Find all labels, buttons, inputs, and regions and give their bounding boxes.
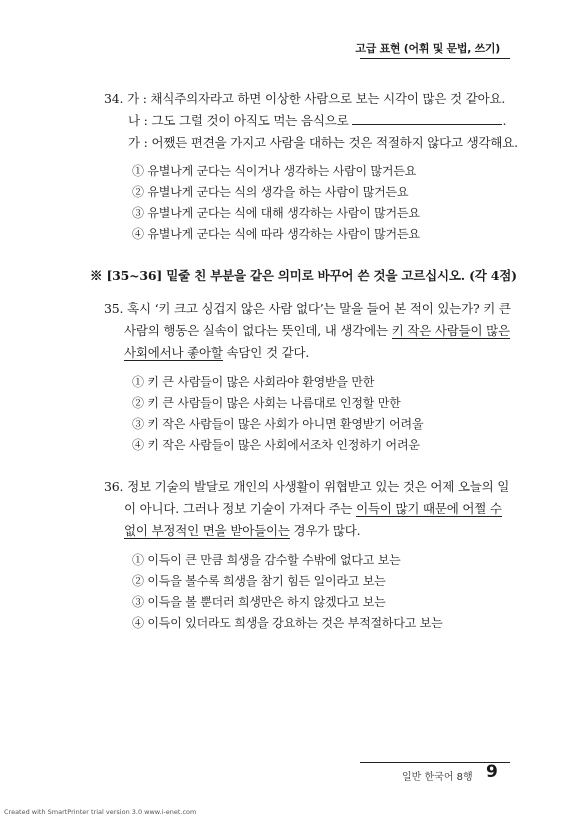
options-list bbox=[104, 372, 511, 456]
question-number: 36. bbox=[104, 479, 124, 494]
running-header: 고급 표현 (어휘 및 문법, 쓰기) bbox=[355, 42, 500, 55]
speaker-label: 가 : bbox=[127, 91, 147, 106]
option-4[interactable]: ④ 이득이 있더라도 희생을 강요하는 것은 부적절하다고 보는 bbox=[132, 616, 443, 630]
answer-blank bbox=[352, 112, 502, 125]
question-number: 34. bbox=[104, 91, 124, 106]
passage-line: 사람의 행동은 실속이 없다는 뜻인데, 내 생각에는 bbox=[124, 323, 392, 338]
option-3[interactable]: ③ 유별나게 군다는 식에 대해 생각하는 사람이 많거든요 bbox=[132, 206, 420, 220]
speaker-label: 가 : bbox=[128, 135, 148, 150]
printer-credit: Created with SmartPrinter trial version 3.0 www.i-enet.com bbox=[4, 808, 197, 816]
options-list bbox=[104, 161, 518, 245]
option-2[interactable]: ② 유별나게 군다는 식의 생각을 하는 사람이 많거든요 bbox=[132, 185, 409, 199]
section-instruction: ※ [35~36] 밑줄 친 부분을 같은 의미로 바꾸어 쓴 것을 고르십시오. (각 4점) bbox=[90, 268, 517, 283]
footer-book-title: 일반 한국어 8행 bbox=[402, 772, 473, 783]
options-list bbox=[104, 550, 509, 634]
option-3[interactable]: ③ 키 작은 사람들이 많은 사회가 아니면 환영받기 어려울 bbox=[132, 417, 424, 431]
passage-line: 이 아니다. 그러나 정보 기술이 가져다 주는 bbox=[124, 501, 357, 516]
question-35 bbox=[104, 298, 511, 456]
page-number: 9 bbox=[486, 762, 498, 782]
option-1[interactable]: ① 키 큰 사람들이 많은 사회라야 환영받을 만한 bbox=[132, 375, 375, 389]
passage-line: 혹시 ‘키 크고 싱겁지 않은 사람 없다’는 말을 들어 본 적이 있는가? 키 큰 bbox=[127, 301, 511, 316]
question-number: 35. bbox=[104, 301, 124, 316]
period: . bbox=[502, 113, 507, 128]
underlined-phrase: 키 작은 사람들이 많은 bbox=[391, 323, 510, 338]
header-rule bbox=[360, 58, 510, 59]
option-3[interactable]: ③ 이득을 볼 뿐더러 희생만은 하지 않겠다고 보는 bbox=[132, 595, 386, 609]
option-4[interactable]: ④ 키 작은 사람들이 많은 사회에서조차 인정하기 어려운 bbox=[132, 438, 420, 452]
passage-line: 속담인 것 같다. bbox=[222, 345, 310, 360]
underlined-phrase: 없이 부정적인 면을 받아들이는 bbox=[124, 523, 290, 538]
question-36 bbox=[104, 476, 509, 634]
option-1[interactable]: ① 유별나게 군다는 식이거나 생각하는 사람이 많거든요 bbox=[132, 164, 417, 178]
option-2[interactable]: ② 이득을 볼수록 희생을 참기 힘든 일이라고 보는 bbox=[132, 574, 386, 588]
dialogue-line: 그도 그럴 것이 아직도 먹는 음식으로 bbox=[151, 113, 349, 128]
dialogue-line: 채식주의자라고 하면 이상한 사람으로 보는 시각이 많은 것 같아요. bbox=[150, 91, 506, 106]
speaker-label: 나 : bbox=[128, 113, 148, 128]
passage-line: 정보 기술의 발달로 개인의 사생활이 위협받고 있는 것은 어제 오늘의 일 bbox=[127, 479, 510, 494]
option-4[interactable]: ④ 유별나게 군다는 식에 따라 생각하는 사람이 많거든요 bbox=[132, 227, 420, 241]
question-34 bbox=[104, 88, 518, 245]
option-1[interactable]: ① 이득이 큰 만큼 희생을 감수할 수밖에 없다고 보는 bbox=[132, 553, 401, 567]
underlined-phrase: 이득이 많기 때문에 어쩔 수 bbox=[356, 501, 502, 516]
option-2[interactable]: ② 키 큰 사람들이 많은 사회는 나름대로 인정할 만한 bbox=[132, 396, 401, 410]
dialogue-line: 어쨌든 편견을 가지고 사람을 대하는 것은 적절하지 않다고 생각해요. bbox=[151, 135, 518, 150]
passage-line: 경우가 많다. bbox=[289, 523, 361, 538]
underlined-phrase: 사회에서나 좋아할 bbox=[124, 345, 223, 360]
